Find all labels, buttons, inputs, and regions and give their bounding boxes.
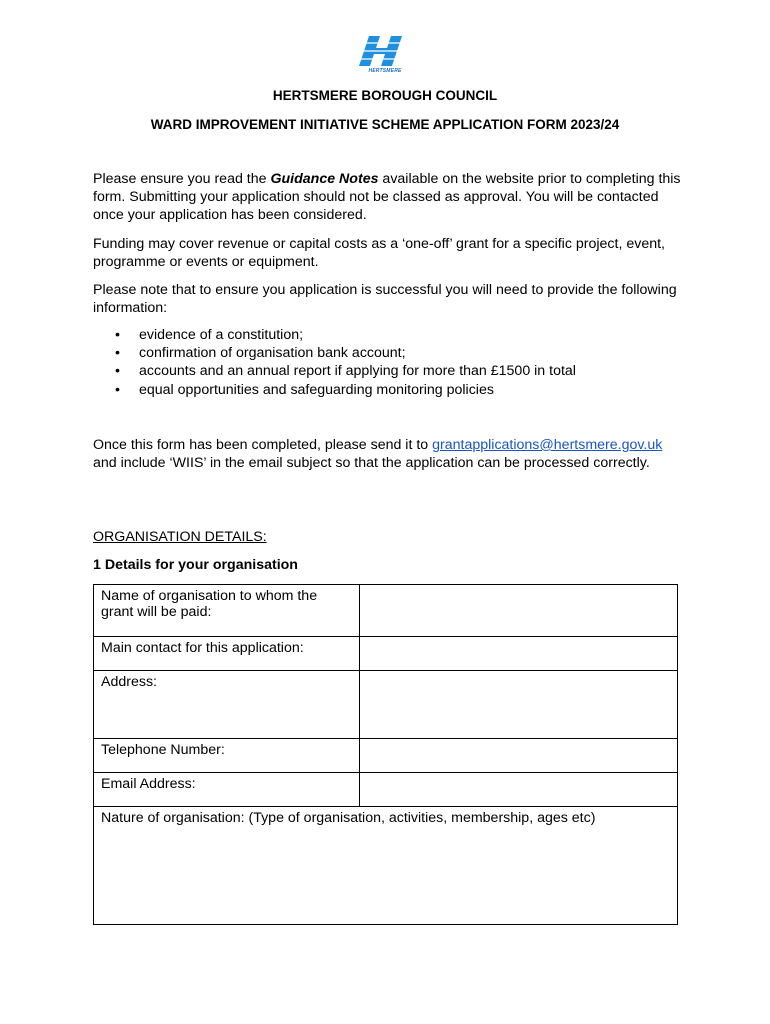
hertsmere-h-logo-icon [358, 34, 412, 68]
guidance-text-before: Please ensure you read the [93, 171, 271, 187]
table-row [94, 671, 678, 739]
requirements-list [93, 326, 576, 399]
guidance-notes-emphasis: Guidance Notes [270, 171, 379, 187]
address-input[interactable] [360, 671, 678, 739]
intro-paragraph-funding: Funding may cover revenue or capital costs as a ‘one-off’ grant for a specific project, event, programme or events or equipment. [93, 236, 665, 271]
bullet-icon: • [115, 327, 120, 343]
table-row [94, 807, 678, 925]
council-name: HERTSMERE BOROUGH COUNCIL [272, 88, 498, 103]
field-label-address: Address: [94, 671, 360, 739]
form-title: WARD IMPROVEMENT INITIATIVE SCHEME APPLICATION FORM 2023/24 [150, 117, 620, 132]
field-label-main-contact: Main contact for this application: [94, 637, 360, 671]
submission-text-before: Once this form has been completed, please send it to [93, 437, 433, 453]
nature-of-organisation-field[interactable] [94, 807, 678, 925]
council-logo [358, 34, 412, 78]
list-item-text: evidence of a constitution; [139, 327, 304, 343]
logo-text: HERTSMERE [368, 68, 402, 74]
table-row [94, 637, 678, 671]
section-subtitle: 1 Details for your organisation [93, 557, 298, 573]
email-input[interactable] [360, 773, 678, 807]
bullet-icon: • [115, 345, 120, 362]
table-row [94, 585, 678, 637]
list-item-text: equal opportunities and safeguarding monitoring policies [139, 381, 494, 398]
submission-paragraph [93, 436, 683, 472]
list-item [93, 362, 576, 380]
list-item [93, 381, 576, 399]
list-item [93, 326, 576, 344]
list-item-text: confirmation of organisation bank account; [139, 345, 406, 362]
organisation-details-table [93, 584, 678, 925]
field-label-telephone: Telephone Number: [94, 739, 360, 773]
intro-paragraph-guidance [93, 170, 683, 225]
intro-paragraph-requirements: Please note that to ensure you application is successful you will need to provide the following information: [93, 282, 677, 317]
bullet-icon: • [115, 363, 120, 380]
list-item [93, 344, 576, 362]
field-label-nature-of-organisation: Nature of organisation: (Type of organisation, activities, membership, ages etc) [101, 810, 596, 826]
organisation-name-input[interactable] [360, 585, 678, 637]
bullet-icon: • [115, 381, 120, 398]
table-row [94, 773, 678, 807]
section-title: ORGANISATION DETAILS: [93, 529, 267, 545]
table-row [94, 739, 678, 773]
field-label-organisation-name: Name of organisation to whom the grant will be paid: [94, 585, 360, 637]
telephone-input[interactable] [360, 739, 678, 773]
guidance-text-after: available on the website prior to completing this form. Submitting your application should not be classed as approval. You will be contacted once your application has been considered. [93, 171, 681, 224]
submission-text-after: and include ‘WIIS’ in the email subject so that the application can be processed correctly. [93, 455, 650, 472]
field-label-email: Email Address: [94, 773, 360, 807]
list-item-text: accounts and an annual report if applying for more than £1500 in total [139, 363, 576, 380]
main-contact-input[interactable] [360, 637, 678, 671]
email-link[interactable]: grantapplications@hertsmere.gov.uk [432, 437, 663, 453]
